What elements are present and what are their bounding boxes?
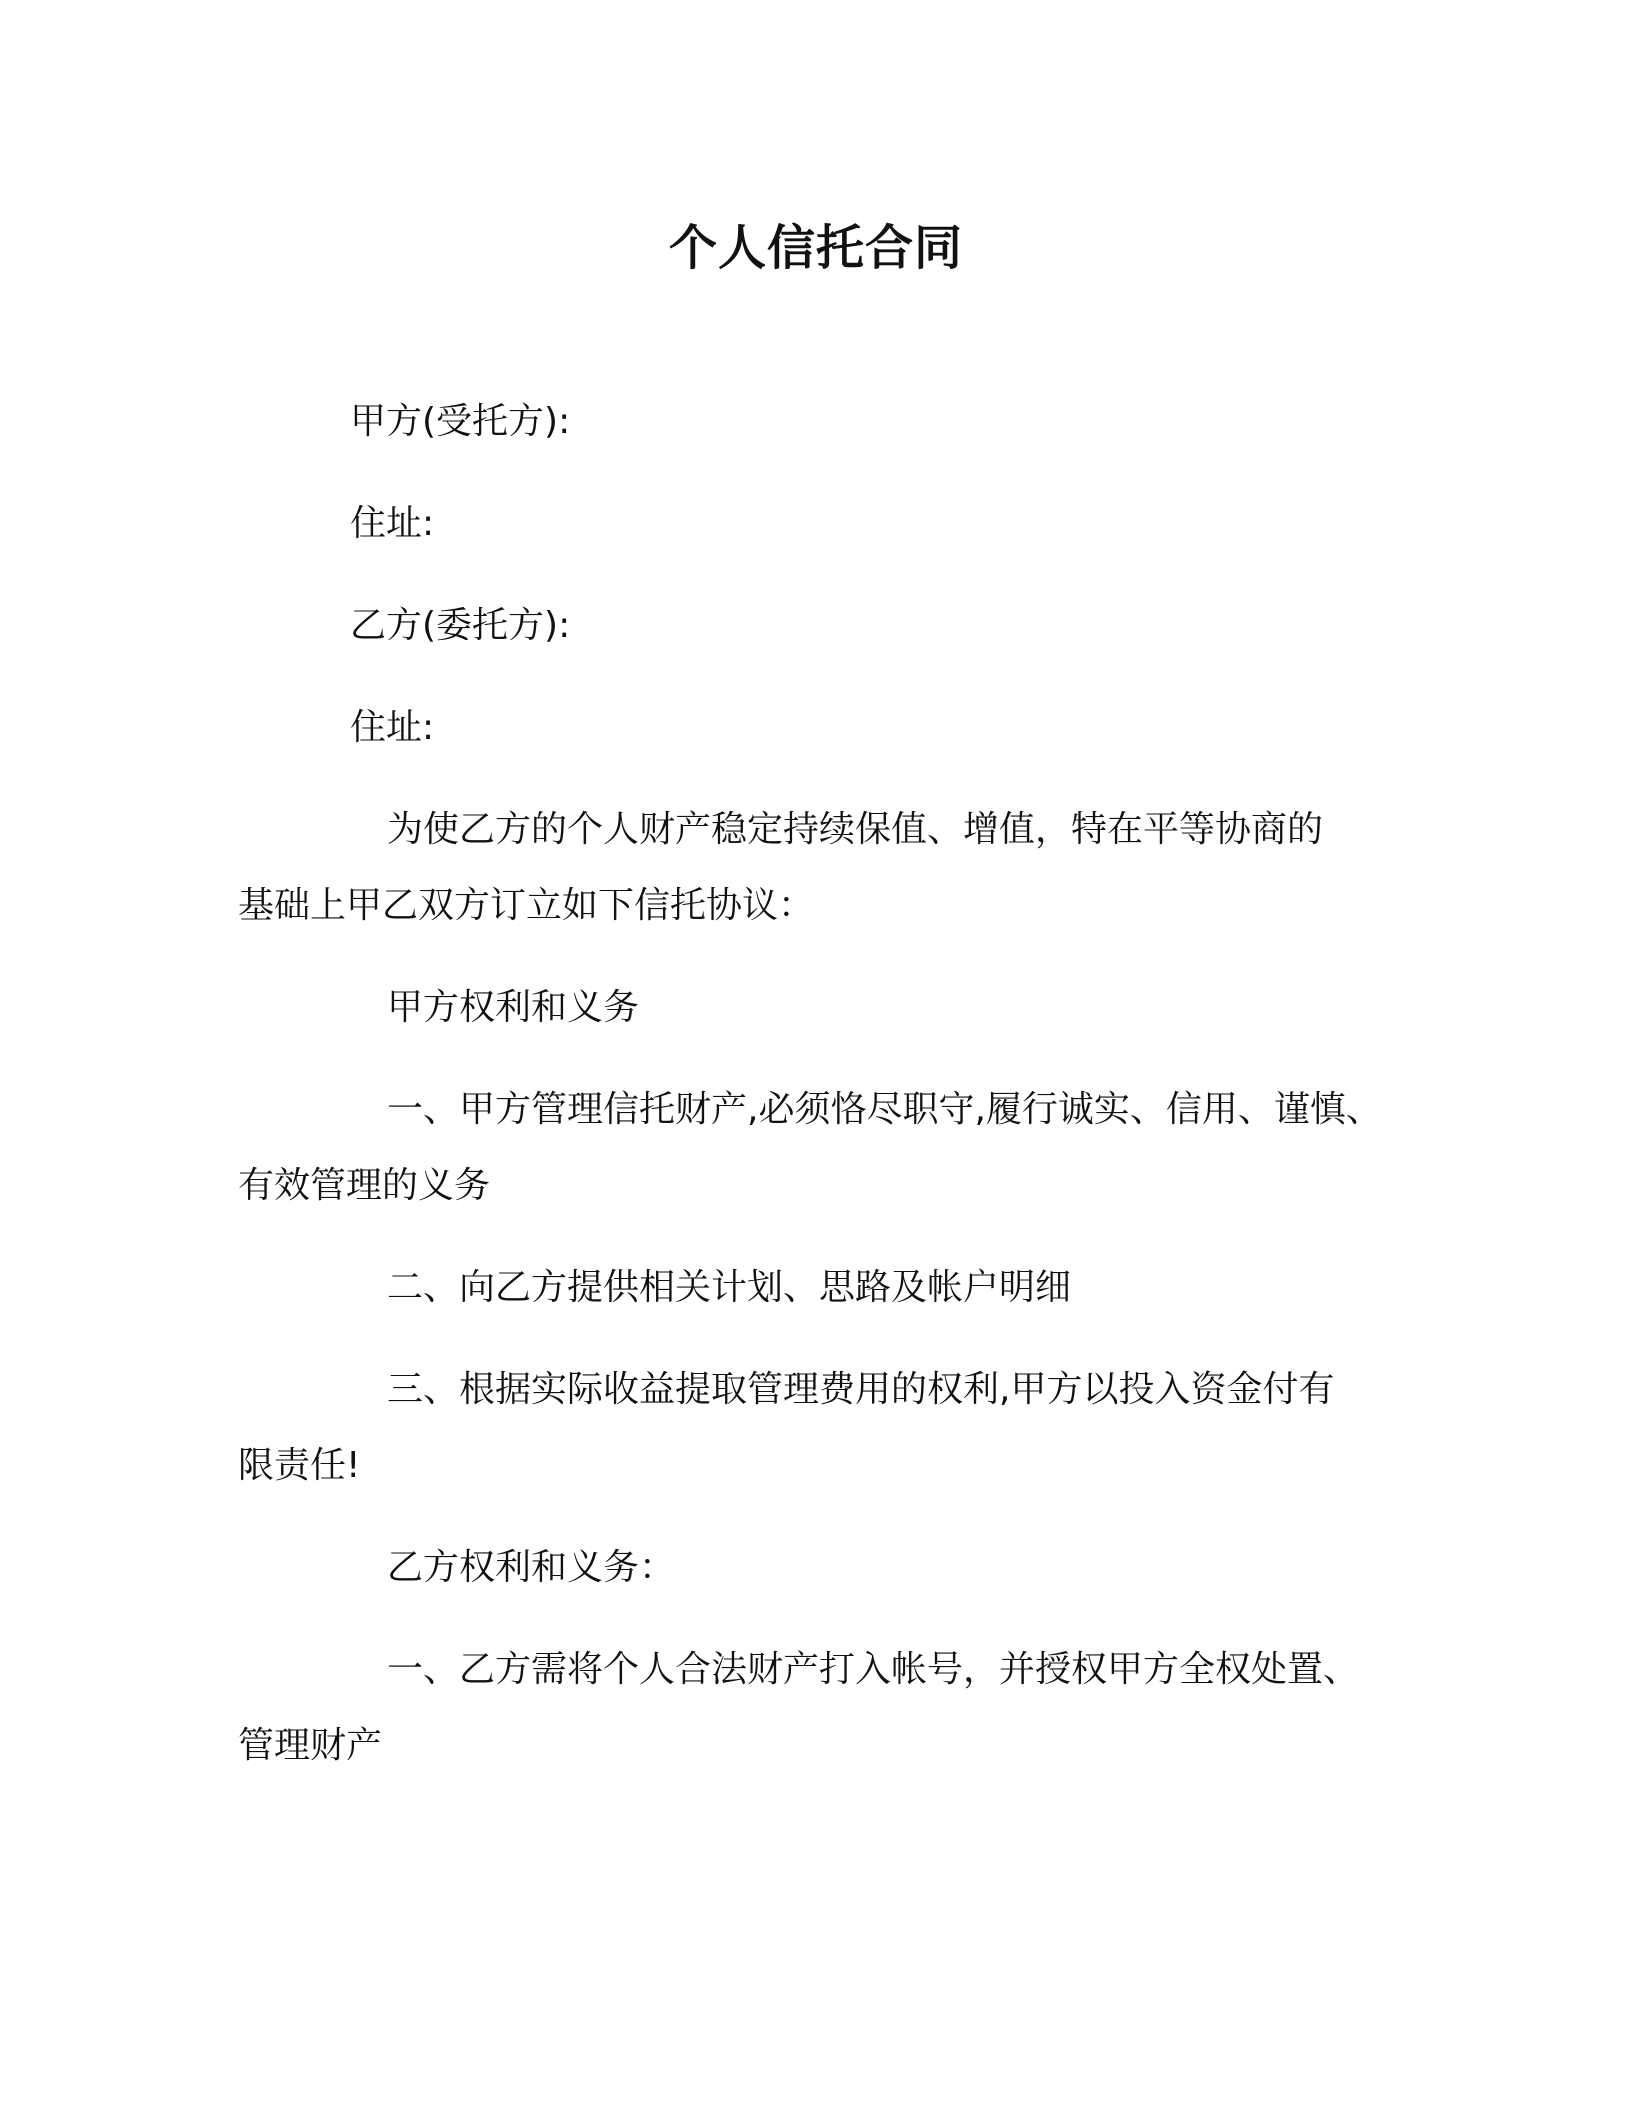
section-a-clause-1-line-1: 一、甲方管理信托财产,必须恪尽职守,履行诚实、信用、谨慎、 bbox=[387, 1089, 1382, 1130]
preamble-line-2: 基础上甲乙双方订立如下信托协议： bbox=[238, 885, 815, 926]
section-a-clause-3-line-2: 限责任! bbox=[238, 1445, 361, 1486]
section-b-clause-1-line-1: 一、乙方需将个人合法财产打入帐号，并授权甲方全权处置、 bbox=[387, 1649, 1360, 1690]
section-a-clause-2: 二、向乙方提供相关计划、思路及帐户明细 bbox=[387, 1267, 1072, 1308]
document-title: 个人信托合同 bbox=[668, 220, 963, 276]
section-b-heading: 乙方权利和义务： bbox=[387, 1547, 676, 1588]
section-a-clause-1-line-2: 有效管理的义务 bbox=[238, 1165, 491, 1206]
preamble-line-1: 为使乙方的个人财产稳定持续保值、增值，特在平等协商的 bbox=[387, 809, 1324, 850]
section-b-clause-1-line-2: 管理财产 bbox=[238, 1725, 383, 1766]
party-a-address-label: 住址: bbox=[350, 503, 435, 544]
party-a-label: 甲方(受托方): bbox=[350, 401, 571, 442]
party-b-address-label: 住址: bbox=[350, 707, 435, 748]
section-a-clause-3-line-1: 三、根据实际收益提取管理费用的权利,甲方以投入资金付有 bbox=[387, 1369, 1335, 1410]
party-b-label: 乙方(委托方): bbox=[350, 605, 571, 646]
section-a-heading: 甲方权利和义务 bbox=[387, 987, 640, 1028]
